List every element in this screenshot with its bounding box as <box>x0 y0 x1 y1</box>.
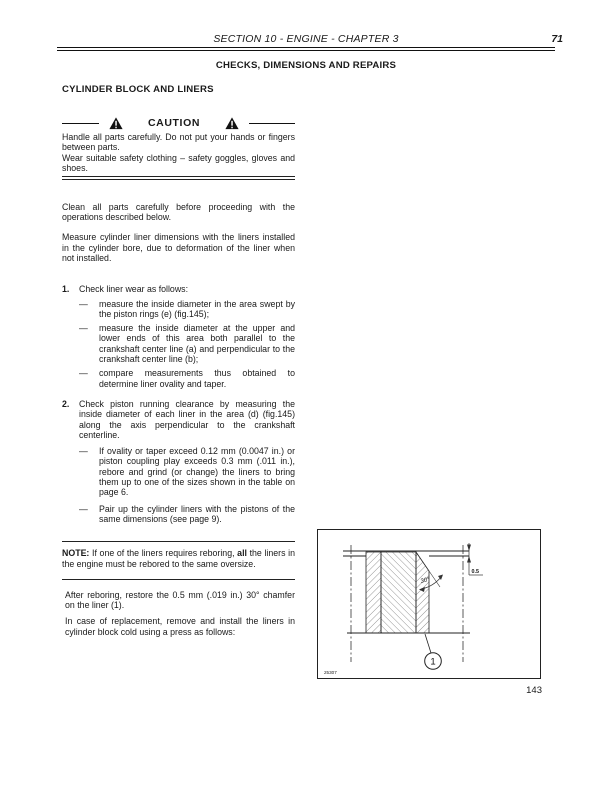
caution-header <box>62 117 295 130</box>
sub-item-text: Pair up the cylinder liners with the pistons of the same dimensions (see page 9). <box>99 503 295 524</box>
dash-marker: — <box>79 503 88 514</box>
angle-label: 30° <box>420 576 431 585</box>
sub-item <box>62 323 295 364</box>
figure-number: 143 <box>526 685 542 696</box>
running-head <box>57 33 563 46</box>
note-bottom-rule <box>62 579 295 580</box>
header-rule <box>57 47 555 51</box>
note-bold-word: all <box>237 548 247 559</box>
sub-item-text: measure the inside diameter at the upper and lower ends of this area both parallel to the crankshaft center line (a) and perpendicular to the crankshaft center line (b); <box>99 323 295 365</box>
liner-bore-band <box>381 552 416 633</box>
warning-icon <box>225 117 239 130</box>
sub-item <box>62 446 295 497</box>
liner-wall-left <box>366 552 381 633</box>
paragraph: Clean all parts carefully before proceeding with the operations described below. <box>62 201 295 223</box>
section-title: CHECKS, DIMENSIONS AND REPAIRS <box>215 60 397 71</box>
caution-bottom-rule <box>62 176 295 180</box>
sub-item-text: If ovality or taper exceed 0.12 mm (0.0047 in.) or piston coupling play exceeds 0.3 mm (.011 in.), rebore and grind (or change) the liners to bring them up to one of the sizes shown in the table on page 6. <box>99 446 295 498</box>
note-text: If one of the liners requires reboring, <box>89 548 238 559</box>
caution-label: CAUTION <box>148 117 201 130</box>
warning-icon <box>109 117 123 130</box>
callout-label: 1 <box>430 656 436 668</box>
paragraph: After reboring, restore the 0.5 mm (.019 in.) 30° chamfer on the liner (1). <box>65 589 295 611</box>
header-title: SECTION 10 - ENGINE - CHAPTER 3 <box>213 33 399 45</box>
step-number: 1. <box>62 284 70 295</box>
figure-box <box>317 529 541 679</box>
step-item-2 <box>62 399 295 440</box>
figure-drawing-number: 25307 <box>324 670 337 675</box>
note <box>62 548 295 569</box>
caution-text: Wear suitable safety clothing – safety goggles, gloves and shoes. <box>62 152 295 173</box>
caution-rule-right <box>249 123 295 124</box>
note-label: NOTE: <box>62 548 90 559</box>
caution-rule-left <box>62 123 99 124</box>
sub-item-text: compare measurements thus obtained to determine liner ovality and taper. <box>99 368 295 389</box>
dash-marker: — <box>79 298 88 309</box>
dash-marker: — <box>79 323 88 334</box>
step-number: 2. <box>62 398 70 409</box>
subsection-title: CYLINDER BLOCK AND LINERS <box>62 84 214 95</box>
dash-marker: — <box>79 446 88 457</box>
header-page-number: 71 <box>551 33 563 45</box>
dimension-label: 0.5 <box>471 569 479 575</box>
caution-text: Handle all parts carefully. Do not put your hands or fingers between parts. <box>62 132 295 153</box>
paragraph: Measure cylinder liner dimensions with the liners installed in the cylinder bore, due to deformation of the liner when not installed. <box>62 232 295 263</box>
sub-item-text: measure the inside diameter in the area swept by the piston rings (e) (fig.145); <box>99 298 295 319</box>
caution-box <box>62 117 295 180</box>
note-text: the liners in the engine must be rebored to the same oversize. <box>62 548 295 569</box>
liner-wall-right <box>416 552 429 633</box>
dimension-arrow-down <box>467 545 471 552</box>
dash-marker: — <box>79 368 88 379</box>
dimension-arrow-up <box>467 556 471 563</box>
callout-leader <box>425 634 431 653</box>
text-column <box>62 117 295 637</box>
paragraph: In case of replacement, remove and install the liners in cylinder block cold using a press as follows: <box>65 616 295 637</box>
step-text: Check piston running clearance by measuring the inside diameter of each liner in the area (d) (fig.145) along the axis perpendicular to the crankshaft centerline. <box>79 398 295 440</box>
step-text: Check liner wear as follows: <box>79 284 189 295</box>
sub-item <box>62 368 295 389</box>
sub-item <box>62 504 295 525</box>
liner-chamfer-diagram <box>318 530 540 678</box>
note-top-rule <box>62 541 295 542</box>
step-item-1 <box>62 284 295 294</box>
sub-item <box>62 299 295 320</box>
